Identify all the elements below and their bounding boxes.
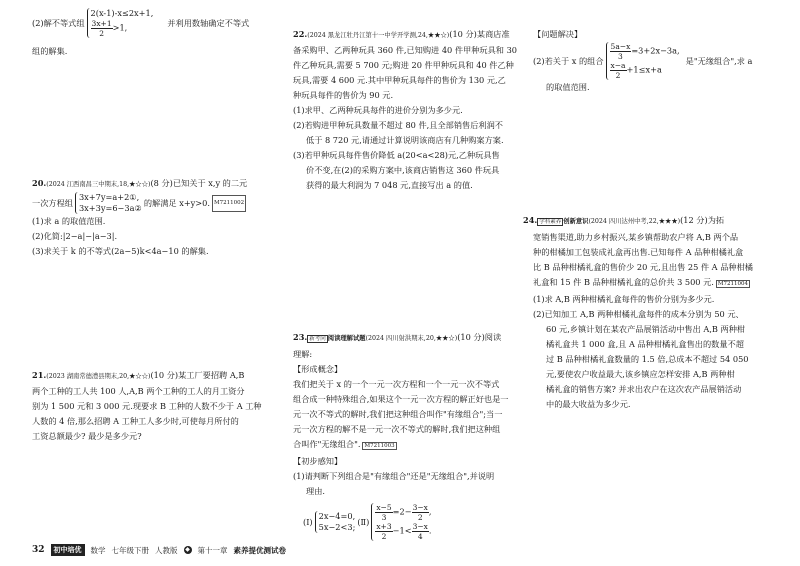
page-footer [32,543,286,557]
grade-label: 七年级下册 [111,545,150,555]
question-20: 20.(2024 江西南昌三中期末,18,★☆☆)(8 分)已知关于 x,y 的二元 一次方程组 3x+7y=a+2①, 3x+3y=6−3a② 的解满足 x+y>0. M7211002 (1)求 a 的取值范围. (2)化简:|2−a|−|a−3|. (3)求关于 k 的不等式(2a−5)k<4a−10 的解集. [32,178,248,256]
page-number: 32 [32,545,45,555]
brand-logo: 初中培优 [51,544,85,556]
chapter-label: 第十一章 [197,545,228,555]
subject-label: 数学 [90,545,106,555]
edition-label: 人教版 [155,545,178,555]
equation-system: 3x+7y=a+2①, 3x+3y=6−3a② [75,192,142,214]
question-code: M7211003 [364,443,395,449]
literacy-tag: 学科素养 [539,219,562,225]
question-code: M7211004 [717,281,749,287]
bullet-icon: ◆ [185,546,190,553]
inequality-system: 2(x-1)-x≤2x+1, $\frac{3x+1}{2}$ >1, [87,8,154,38]
question-23: 23. 新考向 阅读理解试题(2024 四川射洪期末,20,★★☆)(10 分)阅读 理解: 【形成概念】 我们把关于 x 的一个一元一次方程和一个一元一次不等式 组合成一种特殊组合,如果这个一元一次方程的解正好也是一 元一次不等式的解时,我们把这种组合叫作"有缘组合";当一 元一次方程的解不是一元一次不等式的解时,我们把这种组 合叫作"无缘组合". M7211003 【初步感知】 (1)请判断下列组合是"有缘组合"还是"无缘组合",并说明 理由. (Ⅰ) 2x−4=0, 5x−2<3; (Ⅱ) $\frac{x-5}{3}$ =2− $\frac{3-x}{2}$ , $\frac{x+3}{2}$ −1< $\frac{3-x}{4}$ . [293,330,521,541]
question-23-continued: 【问题解决】 (2)若关于 x 的组合 $\frac{5a-x}{3}$ =3+2x−3a, $\frac{x-a}{2}$ +1≤x+a 是"无缘组合",求 a 的取值范围. [533,29,753,92]
test-title: 素养提优测试卷 [233,545,287,555]
question-21: 21.(2023 湖南常德澧县期末,20,★☆☆)(10 分)某工厂要招聘 A,B 两个工种的工人共 100 人,A,B 两个工种的工人的月工资分 别为 1 500 元和 3 000 元.现要求 B 工种的人数不少于 A 工种 人数的 4 倍,那么招聘 A 工种工人多少时,可使每月所付的 工资总额最少? 最少是多少元? [32,370,262,441]
question-22: 22.(2024 黑龙江牡丹江第十一中学开学测,24,★★☆)(10 分)某商店准 备采购甲、乙两种玩具 360 件,已知购进 40 件甲种玩具和 30 件乙种玩具,需要 5 700 元;购进 20 件甲种玩具和 40 件乙种 玩具,需要 4 600 元.其中甲种玩具每件的售价为 130 元,乙 种玩具每件的售价为 90 元. (1)求甲、乙两种玩具每件的进价分别为多少元. (2)若购进甲种玩具数量不超过 80 件,且全部销售后利润不 低于 8 720 元,请通过计算说明该商店有几种购案方案. (3)若甲种玩具每件售价降低 a(20<a<28)元,乙种玩具售 价不变,在(2)的采购方案中,该商店销售这 360 件玩具 获得的最大利润为 7 048 元,直接写出 a 的值. [293,29,518,190]
question-19-part2: (2)解不等式组 2(x-1)-x≤2x+1, $\frac{3x+1}{2}$ >1, 并利用数轴确定不等式 组的解集. [32,8,250,56]
question-code: M7211002 [212,195,246,212]
question-24: 24. 学科素养 创新意识(2024 四川达州中考,22,★★★)(12 分)为拓 宽销售渠道,助力乡村振兴,某乡镇帮助农户将 A,B 两个品 种的柑橘加工包装成礼盒再出售.已知每件 A 品种柑橘礼盒 比 B 品种柑橘礼盒的售价少 20 元,且出售 25 件 A 品种柑橘 礼盒和 15 件 B 品种柑橘礼盒的总价共 3 500 元. M7211004 (1)求 A,B 两种柑橘礼盒每件的售价分别为多少元. (2)已知加工 A,B 两种柑橘礼盒每件的成本分别为 50 元、 60 元,乡镇计划在某农产品展销活动中售出 A,B 两种柑 橘礼盒共 1 000 盒,且 A 品种柑橘礼盒售出的数量不超 过 B 品种柑橘礼盒数量的 1.5 倍,总成本不超过 54 050 元,要使农户收益最大,该乡镇应怎样安排 A,B 两种柑 橘礼盒的销售方案? 并求出农户在这次农产品展销活动 中的最大收益为多少元. [523,215,753,409]
combination-examples: (Ⅰ) 2x−4=0, 5x−2<3; (Ⅱ) $\frac{x-5}{3}$ =2− $\frac{3-x}{2}$ , $\frac{x+3}{2}$ −1< $\frac{3-x}{4}$ . [303,503,432,541]
new-trend-tag: 新考向 [309,336,326,342]
part-label: (2)解不等式组 [32,17,85,28]
